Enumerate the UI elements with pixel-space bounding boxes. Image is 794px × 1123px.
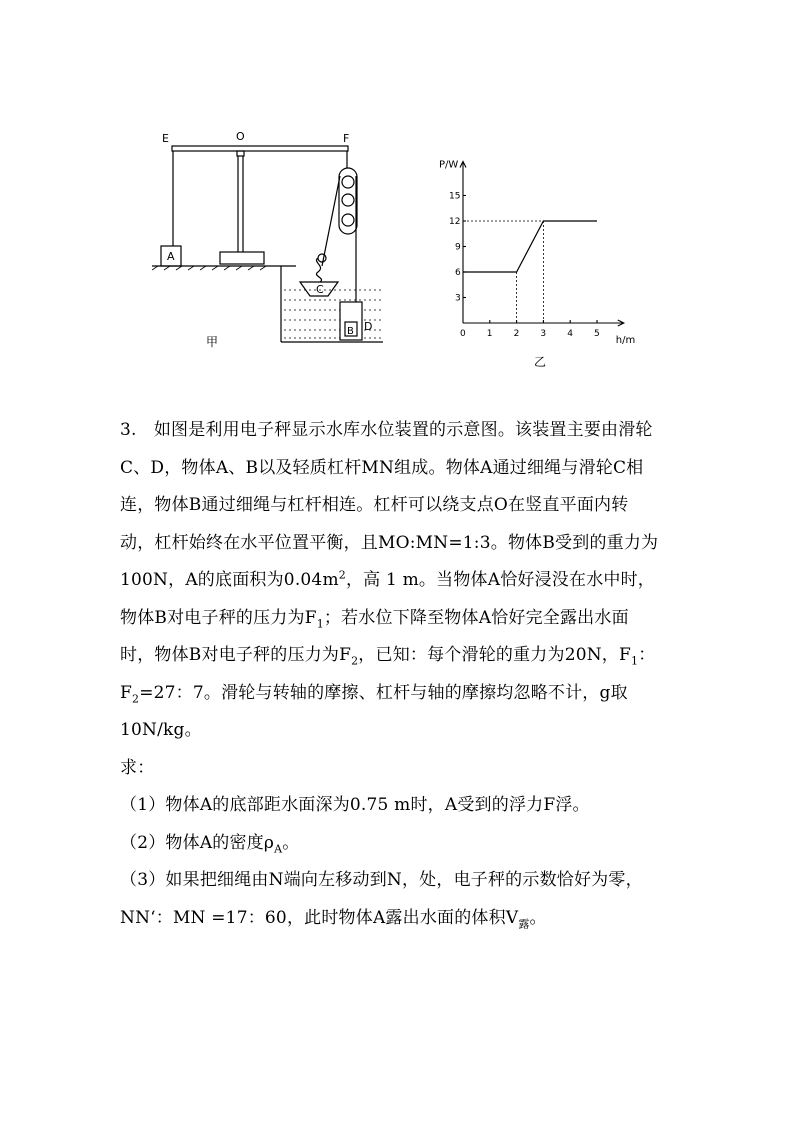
question-2-text: （2）物体A的密度ρ	[120, 832, 275, 853]
superscript-2: 2	[338, 568, 346, 582]
figure-area	[0, 0, 794, 400]
y-tick-label: 15	[449, 191, 461, 202]
y-tick-label: 12	[449, 217, 461, 227]
question-3-text: （3）如果把细绳由N端向左移动到N，处，电子秤的示数恰好为零，NN‘：MN =17：60，此时物体A露出水面的体积V	[120, 870, 643, 928]
subscript-rho-a: A	[274, 841, 283, 855]
stem-part6: =27：7。滑轮与转轴的摩擦、杠杆与轴的摩擦均忽略不计，g取10N/kg。	[120, 682, 628, 740]
y-tick-label: 9	[455, 242, 461, 253]
question-1: （1）物体A的底部距水面深为0.75 m时，A受到的浮力F浮。	[120, 795, 590, 815]
y-tick-label: 6	[455, 268, 461, 278]
stem-part3: ；若水位下降至物体A恰好完全露出水面时，物体B对电子秤的压力为F	[120, 607, 629, 665]
stem-part4: ，已知：每个滑轮的重力为20N，F	[358, 645, 631, 665]
label-b: B	[347, 326, 354, 337]
subscript-f2: 2	[351, 654, 359, 668]
y-tick-label: 3	[455, 293, 461, 304]
stem-part2: ，高 1 m。当物体A恰好浸没在水中时，物体B对电子秤的压力为F	[120, 570, 656, 628]
question-2	[120, 825, 660, 863]
subscript-v-lu: 露	[518, 916, 530, 930]
question-2-end: 。	[282, 832, 300, 853]
x-axis-label: h/m	[615, 335, 636, 346]
figure-yi-chart	[0, 0, 794, 400]
stem-part5: ：F	[120, 645, 656, 703]
question-3-end: 。	[529, 907, 547, 928]
problem-stem	[120, 412, 660, 750]
subscript-f1b: 1	[631, 654, 639, 668]
subscript-f1: 1	[316, 616, 324, 630]
x-tick-label: 4	[567, 329, 573, 339]
question-3	[120, 862, 660, 937]
x-tick-label: 3	[540, 329, 547, 339]
label-f: F	[343, 132, 350, 145]
caption-yi: 乙	[534, 355, 547, 369]
label-c: C	[316, 283, 324, 296]
x-tick-label: 5	[594, 329, 600, 339]
subscript-f2b: 2	[132, 691, 140, 705]
x-tick-label: 2	[513, 329, 520, 339]
label-a: A	[167, 250, 175, 263]
ask-label: 求：	[120, 757, 155, 778]
y-axis-label: P/W	[439, 159, 459, 171]
problem-3	[120, 412, 660, 937]
caption-jia: 甲	[206, 335, 219, 349]
label-e: E	[162, 132, 169, 145]
x-tick-label: 0	[460, 329, 466, 339]
label-o: O	[236, 130, 245, 143]
x-tick-label: 1	[486, 329, 493, 339]
label-d: D	[364, 320, 373, 333]
stem-part1: 如图是利用电子秤显示水库水位装置的示意图。该装置主要由滑轮C、D，物体A、B以及轻质杠杆MN组成。物体A通过细绳与滑轮C相连，物体B通过细绳与杠杆相连。杠杆可以绕支点O在竖直平面内转动，杠杆始终在水平位置平衡，且MO:MN=1:3。物体B受到的重力为100N，A的底面积为0.04m	[120, 420, 659, 590]
series-power-line	[463, 221, 597, 272]
problem-number: 3.	[120, 420, 137, 440]
